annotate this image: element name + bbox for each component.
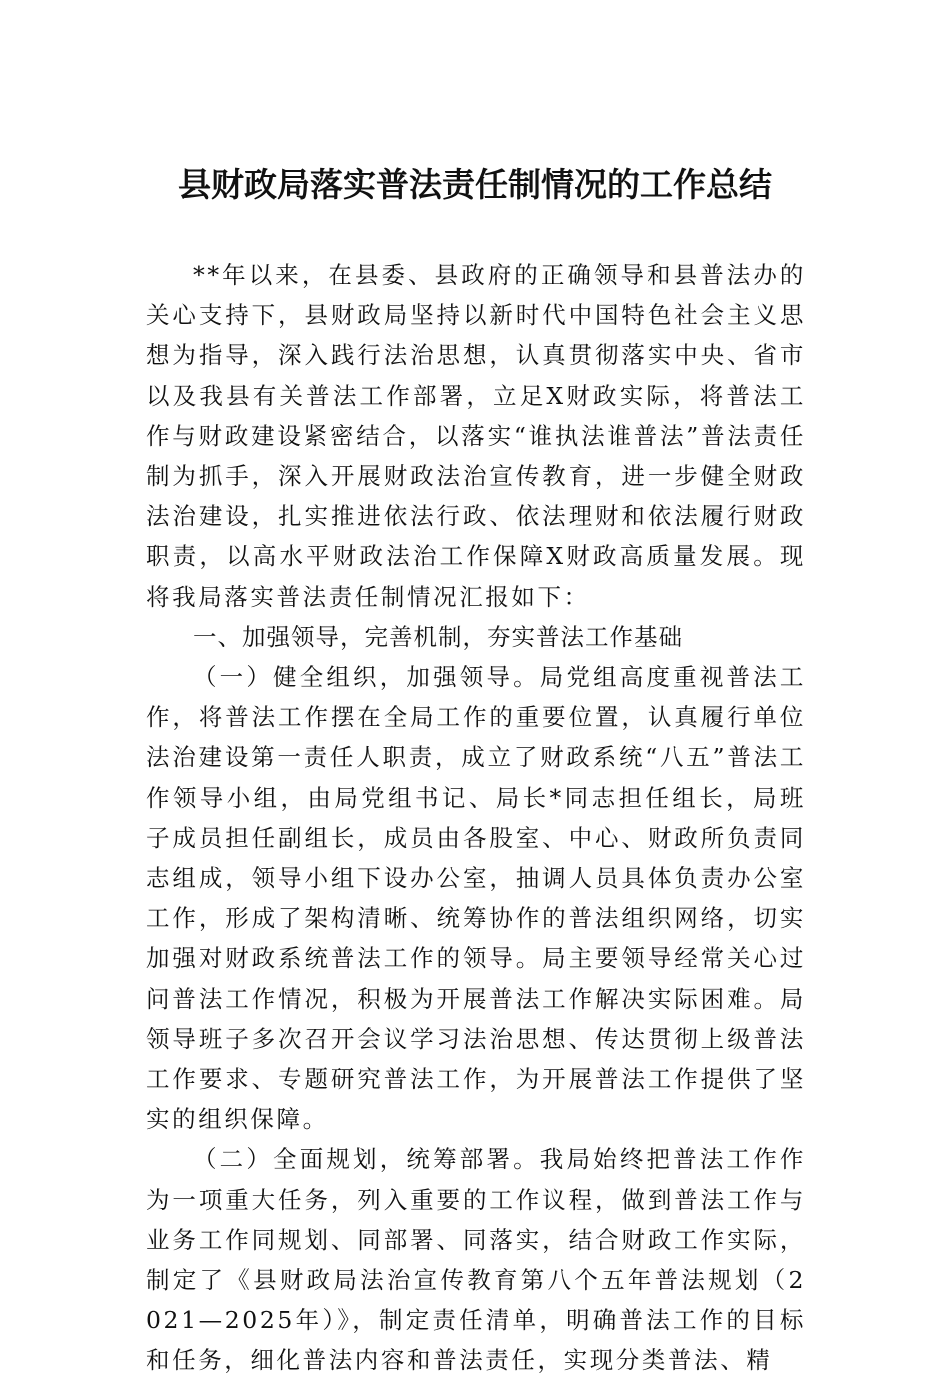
paragraph-1-lead: （一）健全组织，加强领导。 [193,663,540,692]
paragraph-2 [146,1139,806,1380]
paragraph-1-body: 局党组高度重视普法工作，将普法工作摆在全局工作的重要位置，认真履行单位法治建设第一责任人职责，成立了财政系统“八五”普法工作领导小组，由局党组书记、局长*同志担任组长，局班子成员担任副组长，成员由各股室、中心、财政所负责同志组成，领导小组下设办公室，抽调人员具体负责办公室工作，形成了架构清晰、统筹协作的普法组织网络，切实加强对财政系统普法工作的领导。局主要领导经常关心过问普法工作情况，积极为开展普法工作解决实际困难。局领导班子多次召开会议学习法治思想、传达贯彻上级普法工作要求、专题研究普法工作，为开展普法工作提供了坚实的组织保障。 [146,663,806,1134]
section-heading-1: 一、加强领导，完善机制，夯实普法工作基础 [193,622,683,651]
paragraph-2-body: 我局始终把普法工作作为一项重大任务，列入重要的工作议程，做到普法工作与业务工作同规划、同部署、同落实，结合财政工作实际，制定了《县财政局法治宣传教育第八个五年普法规划（2021—2025年）》，制定责任清单，明确普法工作的目标和任务，细化普法内容和普法责任，实现分类普法、精 [146,1145,806,1375]
document-body [146,255,806,1381]
document-title: 县财政局落实普法责任制情况的工作总结 [178,165,772,204]
intro-paragraph: **年以来，在县委、县政府的正确领导和县普法办的关心支持下，县财政局坚持以新时代中国特色社会主义思想为指导，深入践行法治思想，认真贯彻落实中央、省市以及我县有关普法工作部署，立足X财政实际，将普法工作与财政建设紧密结合，以落实“谁执法谁普法”普法责任制为抓手，深入开展财政法治宣传教育，进一步健全财政法治建设，扎实推进依法行政、依法理财和依法履行财政职责，以高水平财政法治工作保障X财政高质量发展。现将我局落实普法责任制情况汇报如下： [146,261,806,611]
paragraph-1 [146,657,806,1139]
paragraph-2-lead: （二）全面规划，统筹部署。 [193,1145,540,1174]
